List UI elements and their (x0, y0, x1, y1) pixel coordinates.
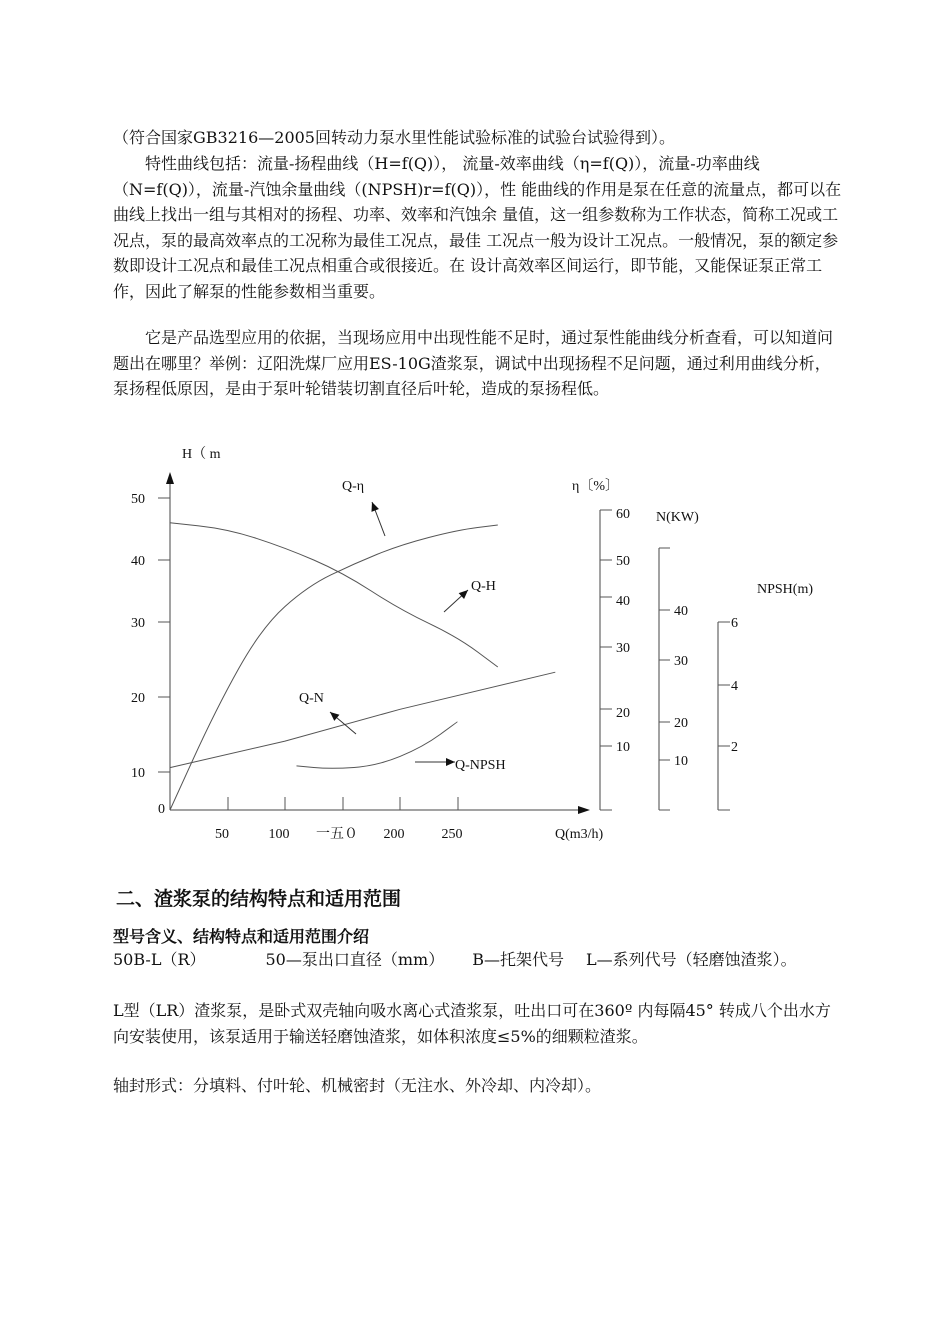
annotation-arrowhead (446, 758, 455, 766)
npsh-tick-label: 2 (731, 740, 738, 755)
curve-q-npsh (297, 722, 458, 768)
subsection-heading: 型号含义、结构特点和适用范围介绍 (113, 927, 370, 946)
x-tick-label: 一五０ (316, 827, 358, 842)
eta-tick-label: 30 (616, 641, 630, 656)
paragraph-l-type: L型（LR）渣浆泵，是卧式双壳轴向吸水离心式渣浆泵，吐出口可在360º 内每隔45° 转成八个出水方向安装使用，该泵适用于输送轻磨蚀渣浆，如体积浓度≤5%的细颗粒渣浆。 (113, 1001, 831, 1046)
x-axis-label: Q(m3/h) (555, 827, 604, 842)
h-tick-label: 20 (131, 691, 145, 706)
eta-tick-label: 50 (616, 554, 630, 569)
y-axis-arrow (166, 472, 174, 484)
section-heading: 二、渣浆泵的结构特点和适用范围 (116, 888, 402, 910)
annotation-q-n: Q-N (299, 691, 324, 706)
x-tick-label: 250 (441, 827, 463, 842)
x-tick-label: 50 (215, 827, 229, 842)
h-tick-label: 10 (131, 766, 145, 781)
intro-line: （符合国家GB3216—2005回转动力泵水里性能试验标准的试验台试验得到）。 (113, 128, 675, 147)
n-tick-label: 10 (674, 754, 688, 769)
eta-tick-label: 60 (616, 507, 630, 522)
annotation-arrowhead (330, 712, 339, 721)
n-axis-label: N(KW) (656, 510, 699, 525)
model-bracket: B—托架代号 (472, 950, 564, 969)
paragraph-shaft-seal: 轴封形式：分填料、付叶轮、机械密封（无注水、外冷却、内冷却）。 (113, 1076, 602, 1095)
model-outlet: 50—泵出口直径（mm） (265, 950, 445, 969)
curve-q-n (170, 672, 555, 767)
npsh-axis-label: NPSH(m) (757, 582, 814, 597)
model-series: L—系列代号（轻磨蚀渣浆）。 (585, 950, 797, 969)
curve-q-eta (170, 525, 498, 810)
h-axis-label: H（ m (182, 447, 221, 462)
origin-label: 0 (158, 802, 165, 817)
x-axis-arrow (578, 806, 590, 814)
annotation-q-npsh: Q-NPSH (455, 758, 506, 773)
paragraph-selection-basis: 它是产品选型应用的依据，当现场应用中出现性能不足时，通过泵性能曲线分析查看，可以知道问题出在哪里？举例：辽阳洗煤厂应用ES-10G渣浆泵，调试中出现扬程不足问题，通过利用曲线分析，泵扬程低原因，是由于泵叶轮错装切割直径后叶轮，造成的泵扬程低。 (113, 328, 834, 398)
annotation-q-h: Q-H (471, 579, 496, 594)
eta-tick-label: 20 (616, 706, 630, 721)
n-tick-label: 40 (674, 604, 688, 619)
h-tick-label: 50 (131, 492, 145, 507)
eta-tick-label: 10 (616, 740, 630, 755)
n-tick-label: 20 (674, 716, 688, 731)
annotation-q-eta: Q-η (342, 479, 365, 494)
eta-axis-label: η〔%〕 (572, 479, 619, 494)
pump-performance-chart (0, 430, 950, 850)
h-tick-label: 40 (131, 554, 145, 569)
h-tick-label: 30 (131, 616, 145, 631)
curve-q-h (170, 523, 498, 667)
annotation-arrowhead (371, 502, 378, 512)
npsh-tick-label: 4 (731, 679, 738, 694)
model-code: 50B-L（R） (113, 950, 206, 969)
x-tick-label: 200 (383, 827, 405, 842)
paragraph-characteristic-curves: 特性曲线包括：流量-扬程曲线（H=f(Q)）， 流量-效率曲线（η=f(Q)），流量-功率曲线（N=f(Q)），流量-汽蚀余量曲线（(NPSH)r=f(Q)），性 能曲线的作用是泵在任意的流量点，都可以在曲线上找出一组与其相对的扬程、功率、效率和汽蚀余 量值，这一组参数称为工作状态，简称工况或工况点，泵的最高效率点的工况称为最佳工况点，最佳 工况点一般为设计工况点。一般情况，泵的额定参数即设计工况点和最佳工况点相重合或很接近。在 设计高效率区间运行，即节能，又能保证泵正常工作，因此了解泵的性能参数相当重要。 (113, 154, 842, 301)
eta-tick-label: 40 (616, 594, 630, 609)
x-tick-label: 100 (268, 827, 290, 842)
npsh-tick-label: 6 (731, 616, 738, 631)
n-tick-label: 30 (674, 654, 688, 669)
model-meaning-block (113, 947, 843, 973)
